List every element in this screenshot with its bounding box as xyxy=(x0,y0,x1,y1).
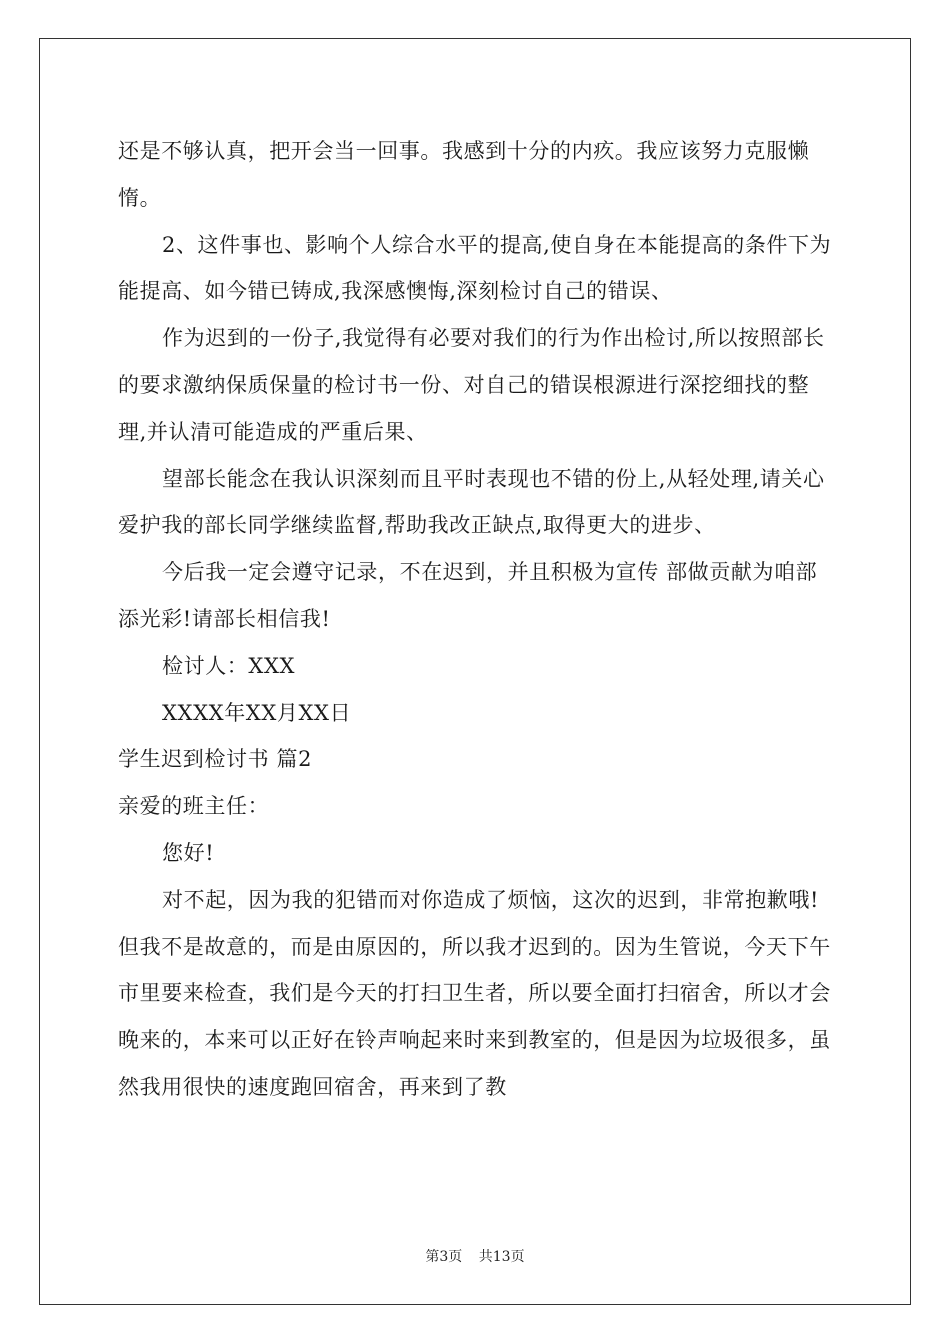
page-footer xyxy=(0,1246,950,1266)
section-heading: 学生迟到检讨书 篇2 xyxy=(118,747,313,772)
signature-line: 检讨人：XXX xyxy=(162,653,296,678)
page-number: 第3页 xyxy=(425,1249,463,1265)
paragraph-3: 作为迟到的一份子,我觉得有必要对我们的行为作出检讨,所以按照部长的要求激纳保质保量的检讨书一份、对自己的错误根源进行深挖细找的整理,并认清可能造成的严重后果、 xyxy=(118,326,825,444)
total-pages: 共13页 xyxy=(478,1249,525,1265)
greeting: 您好! xyxy=(162,840,215,865)
document-body xyxy=(118,128,838,1111)
date-line: XXXX年XX月XX日 xyxy=(162,700,352,725)
paragraph-4: 望部长能念在我认识深刻而且平时表现也不错的份上,从轻处理,请关心爱护我的部长同学继续监督,帮助我改正缺点,取得更大的进步、 xyxy=(118,466,825,538)
paragraph-5: 今后我一定会遵守记录，不在迟到，并且积极为宣传 部做贡献为咱部添光彩!请部长相信我! xyxy=(118,560,818,631)
salutation: 亲爱的班主任： xyxy=(118,794,270,819)
paragraph-2: 2、这件事也、影响个人综合水平的提高,使自身在本能提高的条件下为能提高、如今错已铸成,我深感懊悔,深刻检讨自己的错误、 xyxy=(118,232,832,304)
paragraph-body: 对不起，因为我的犯错而对你造成了烦恼，这次的迟到，非常抱歉哦!但我不是故意的，而是由原因的，所以我才迟到的。因为生管说，今天下午市里要来检查，我们是今天的打扫卫生者，所以要全面打扫宿舍，所以才会晚来的，本来可以正好在铃声响起来时来到教室的，但是因为垃圾很多，虽然我用很快的速度跑回宿舍，再来到了教 xyxy=(118,887,831,1099)
paragraph-1: 还是不够认真，把开会当一回事。我感到十分的内疚。我应该努力克服懒惰。 xyxy=(118,139,810,210)
